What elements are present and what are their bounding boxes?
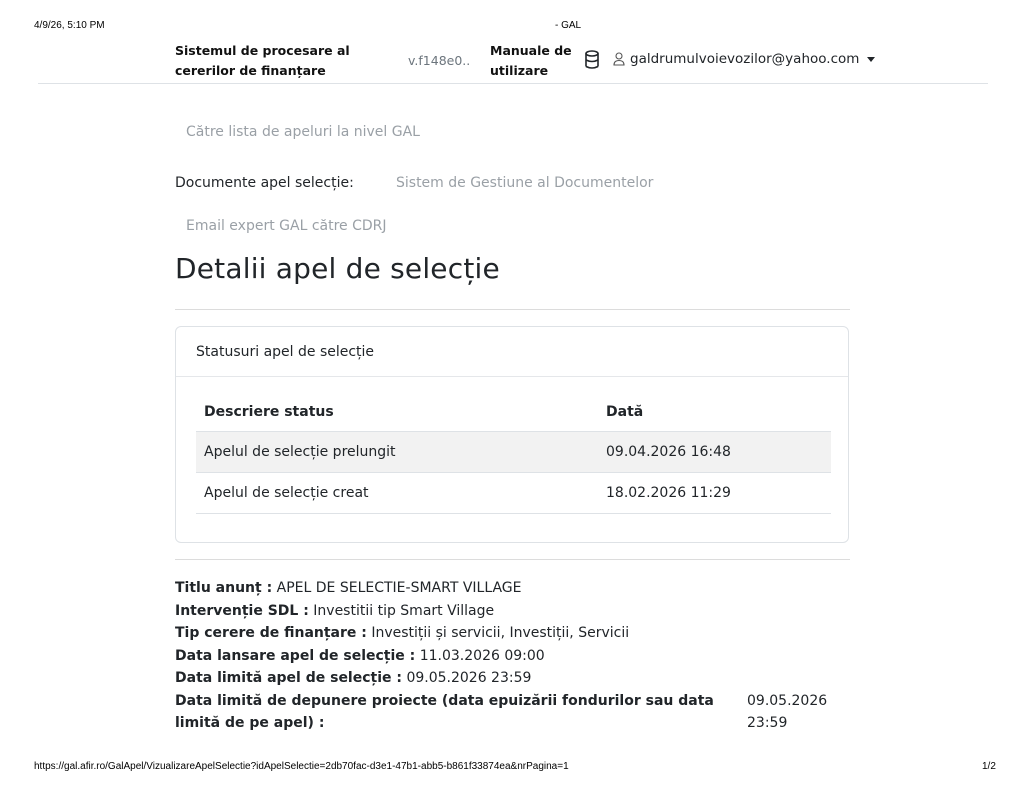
table-row: [196, 473, 831, 514]
detail-label: Data limită apel de selecție :: [175, 670, 402, 686]
user-menu[interactable]: [613, 51, 875, 67]
print-page-number: 1/2: [982, 761, 996, 772]
detail-label: Titlu anunț :: [175, 580, 273, 596]
detail-value: 09.05.2026 23:59: [747, 692, 828, 731]
detail-value: 11.03.2026 09:00: [419, 647, 545, 664]
detail-value: 09.05.2026 23:59: [406, 670, 532, 686]
status-card-header: Statusuri apel de selecție: [176, 327, 848, 377]
app-version: v.f148e0..: [408, 53, 471, 68]
status-date: 18.02.2026 11:29: [598, 473, 831, 514]
navbar: [38, 40, 988, 84]
detail-value: Investiții și servicii, Investiții, Servicii: [371, 625, 630, 641]
call-details: [175, 577, 855, 735]
detail-label: Intervenție SDL :: [175, 602, 309, 619]
documents-label: Documente apel selecție:: [175, 175, 354, 191]
back-to-list-link[interactable]: Către lista de apeluri la nivel GAL: [186, 124, 420, 140]
divider: [175, 309, 850, 310]
table-header-row: [196, 393, 831, 432]
status-date: 09.04.2026 16:48: [598, 432, 831, 473]
manuals-link[interactable]: Manuale de utilizare: [490, 43, 572, 78]
detail-value: Investitii tip Smart Village: [313, 602, 495, 619]
document-management-link[interactable]: Sistem de Gestiune al Documentelor: [396, 175, 654, 191]
print-url: https://gal.afir.ro/GalApel/VizualizareApelSelectie?idApelSelectie=2db70fac-d3e1-47b1-abb5-b861f33874ea&nrPagina=1: [34, 761, 569, 772]
status-table: [196, 393, 831, 514]
detail-deadline: [175, 667, 855, 690]
status-description: Apelul de selecție prelungit: [196, 432, 598, 473]
detail-label: Data lansare apel de selecție :: [175, 647, 416, 664]
database-icon[interactable]: [584, 50, 600, 70]
status-description: Apelul de selecție creat: [196, 473, 598, 514]
print-title: - GAL: [555, 20, 582, 31]
column-header-description: Descriere status: [204, 404, 334, 420]
detail-request-type: [175, 622, 855, 645]
detail-label: Data limită de depunere proiecte (data epuizării fondurilor sau data limită de pe apel) :: [175, 692, 714, 731]
detail-title: [175, 577, 855, 600]
detail-value: APEL DE SELECTIE-SMART VILLAGE: [276, 580, 522, 596]
status-card: [175, 326, 849, 543]
detail-launch-date: [175, 645, 855, 668]
detail-intervention: [175, 600, 855, 623]
column-header-date: Dată: [606, 404, 644, 420]
email-expert-link[interactable]: Email expert GAL către CDRJ: [186, 218, 387, 234]
detail-submission-deadline: [175, 690, 855, 735]
app-brand[interactable]: Sistemul de procesare al cererilor de finanțare: [175, 43, 350, 78]
user-icon: [613, 52, 625, 66]
page-title: Detalii apel de selecție: [175, 252, 500, 285]
print-datetime: 4/9/26, 5:10 PM: [34, 20, 105, 31]
chevron-down-icon: [867, 57, 875, 62]
detail-label: Tip cerere de finanțare :: [175, 625, 367, 641]
divider: [175, 559, 850, 560]
table-row: [196, 432, 831, 473]
user-email: galdrumulvoievozilor@yahoo.com: [630, 51, 860, 67]
